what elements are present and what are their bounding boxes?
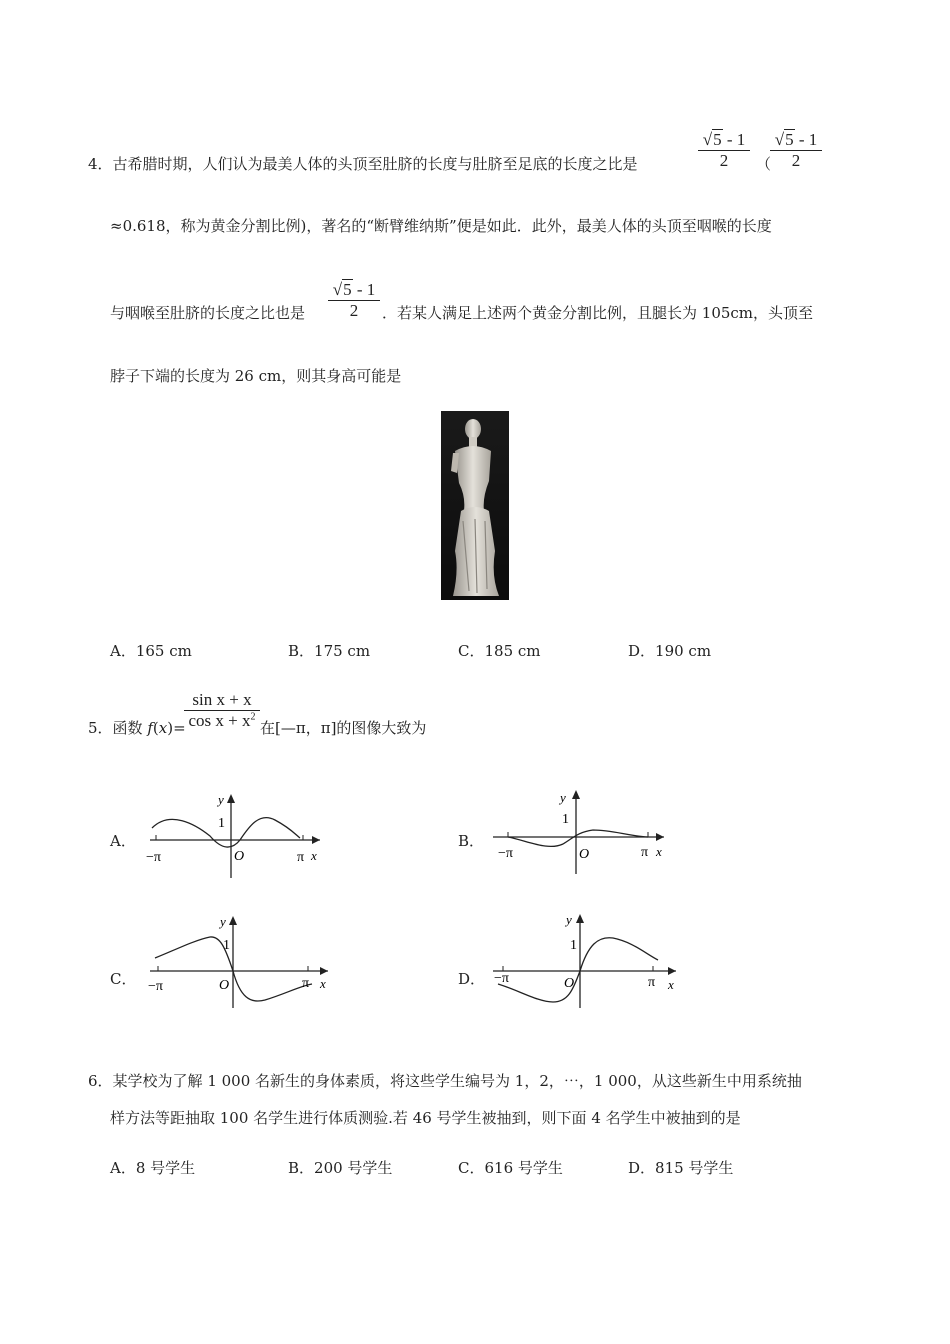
svg-text:1: 1 bbox=[562, 812, 569, 827]
svg-text:−π: −π bbox=[146, 850, 161, 865]
q6-option-c[interactable]: C．616 号学生 bbox=[458, 1159, 563, 1177]
svg-text:1: 1 bbox=[223, 938, 230, 953]
svg-text:y: y bbox=[566, 912, 572, 927]
denominator-3: 2 bbox=[349, 301, 359, 320]
q4-option-c[interactable]: C．185 cm bbox=[458, 642, 541, 660]
svg-text:x: x bbox=[320, 976, 326, 991]
venus-de-milo-image bbox=[441, 411, 509, 600]
q4-line4: 脖子下端的长度为 26 cm，则其身高可能是 bbox=[110, 367, 402, 385]
svg-text:O: O bbox=[564, 976, 575, 991]
q5-graph-a bbox=[140, 790, 330, 880]
denominator-2: 2 bbox=[791, 151, 801, 170]
q5-graph-b bbox=[488, 786, 678, 876]
q5-graph-d bbox=[488, 910, 688, 1010]
q4-option-d[interactable]: D．190 cm bbox=[628, 642, 712, 660]
q5-stem-suffix: 在[—π，π]的图像大致为 bbox=[260, 719, 427, 737]
svg-text:y: y bbox=[218, 792, 224, 807]
denominator-1: 2 bbox=[719, 151, 729, 170]
svg-text:O: O bbox=[219, 978, 230, 993]
q6-option-b[interactable]: B．200 号学生 bbox=[288, 1159, 393, 1177]
golden-ratio-fraction-2: √5 - 1 2 bbox=[770, 130, 822, 171]
svg-text:x: x bbox=[656, 844, 662, 859]
q4-option-b[interactable]: B．175 cm bbox=[288, 642, 371, 660]
svg-text:x: x bbox=[311, 848, 317, 863]
function-fraction bbox=[184, 690, 260, 731]
q6-line2: 样方法等距抽取 100 名学生进行体质测验.若 46 号学生被抽到，则下面 4 名学生中被抽到的是 bbox=[110, 1109, 741, 1127]
q6-option-a[interactable]: A．8 号学生 bbox=[110, 1159, 196, 1177]
paren-open: （ bbox=[756, 155, 772, 173]
function-denominator: $\cos x + x^2$ bbox=[188, 711, 256, 730]
q5-option-a[interactable]: A． bbox=[110, 832, 136, 850]
q4-line3b: ．若某人满足上述两个黄金分割比例，且腿长为 105cm，头顶至 bbox=[382, 304, 814, 322]
svg-text:−π: −π bbox=[494, 971, 509, 986]
q5-option-c[interactable]: C． bbox=[110, 970, 137, 988]
svg-text:−π: −π bbox=[498, 846, 513, 861]
q5-graph-c bbox=[140, 912, 340, 1012]
q4-text-1: 古希腊时期，人们认为最美人体的头顶至肚脐的长度与肚脐至足底的长度之比是 bbox=[112, 155, 638, 173]
golden-ratio-fraction-1: √5 - 1 2 bbox=[698, 130, 750, 171]
q6-number: 6． bbox=[88, 1072, 113, 1090]
svg-text:π: π bbox=[648, 975, 656, 990]
radicand-2: 5 bbox=[785, 130, 794, 149]
svg-text:O: O bbox=[234, 849, 245, 864]
golden-ratio-fraction-3: √5 - 1 2 bbox=[328, 280, 380, 321]
svg-text:π: π bbox=[297, 850, 305, 865]
svg-text:π: π bbox=[302, 976, 310, 991]
svg-text:1: 1 bbox=[570, 938, 577, 953]
q4-line3a: 与咽喉至肚脐的长度之比也是 bbox=[110, 304, 306, 322]
q6-line1: 6．某学校为了解 1 000 名新生的身体素质，将这些学生编号为 1，2，⋯，1 000，从这些新生中用系统抽 bbox=[88, 1072, 802, 1090]
svg-text:O: O bbox=[579, 847, 590, 862]
svg-text:1: 1 bbox=[218, 816, 225, 831]
q5-option-b[interactable]: B． bbox=[458, 832, 485, 850]
svg-text:π: π bbox=[641, 845, 649, 860]
svg-text:x: x bbox=[668, 977, 674, 992]
radicand-1: 5 bbox=[713, 130, 722, 149]
q4-number: 4． bbox=[88, 155, 113, 173]
radicand-3: 5 bbox=[343, 280, 352, 299]
function-numerator: sin x + x bbox=[192, 690, 252, 709]
q4-line2: ≈0.618，称为黄金分割比例)，著名的“断臂维纳斯”便是如此．此外，最美人体的头顶至咽喉的长度 bbox=[110, 217, 772, 235]
svg-text:y: y bbox=[560, 790, 566, 805]
svg-text:−π: −π bbox=[148, 979, 163, 994]
q5-number: 5． bbox=[88, 719, 113, 737]
q4-option-a[interactable]: A．165 cm bbox=[110, 642, 192, 660]
q5-option-d[interactable]: D． bbox=[458, 970, 486, 988]
q5-stem: 5．函数 f(x)= bbox=[88, 719, 186, 737]
svg-text:y: y bbox=[220, 914, 226, 929]
q4-line1 bbox=[88, 153, 638, 174]
q6-option-d[interactable]: D．815 号学生 bbox=[628, 1159, 734, 1177]
